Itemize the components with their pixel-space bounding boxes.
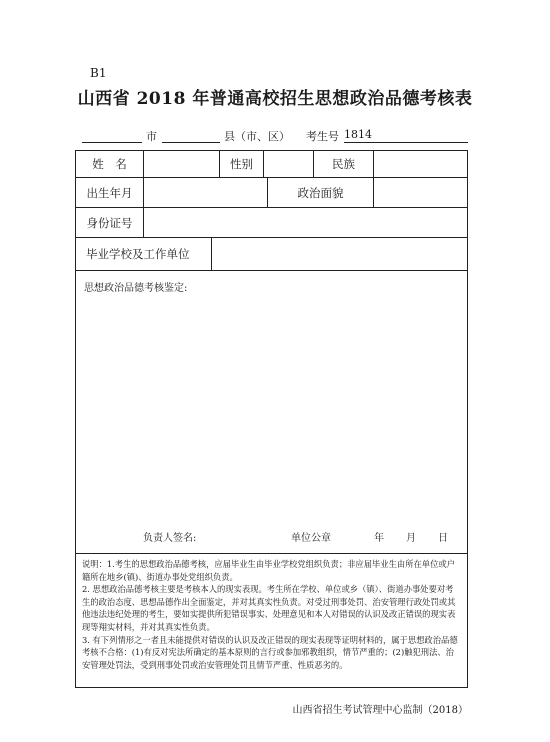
ethnicity-label: 民族 [314, 151, 374, 177]
school-label: 毕业学校及工作单位 [76, 238, 212, 270]
note-3: 3. 有下列情形之一者且未能提供对错误的认识及改正错误的现实表现等证明材料的，属于思想政治品德考核不合格：(1)有反对宪法所确定的基本原则的言行或参加邪教组织，情节严重的；(2)触犯刑法、治安管理处罚法，受到刑事处罚或治安管理处罚且情节严重、性质恶劣的。 [82, 634, 458, 670]
month-label: 月 [406, 533, 416, 544]
row-school [76, 238, 467, 271]
name-label: 姓 名 [76, 151, 144, 177]
city-label: 市 [146, 130, 157, 143]
gender-label: 性别 [220, 151, 264, 177]
exam-no-label: 考生号 [306, 130, 339, 143]
row-basic-info [76, 151, 467, 178]
notes-section [76, 553, 467, 675]
birth-field[interactable] [144, 178, 268, 207]
assessment-label: 思想政治品德考核鉴定: [84, 283, 188, 294]
city-blank[interactable] [82, 128, 142, 143]
county-blank[interactable] [162, 128, 220, 143]
political-field[interactable] [374, 178, 467, 207]
form-code: B1 [90, 66, 107, 80]
row-id [76, 208, 467, 238]
gender-field[interactable] [264, 151, 314, 177]
document-title: 山西省 2018 年普通高校招生思想政治品德考核表 [77, 89, 473, 109]
exam-no-value: 1814 [344, 128, 372, 141]
exam-no-field[interactable] [344, 128, 468, 143]
note-2: 2. 思想政治品德考核主要是考核本人的现实表现。考生所在学校、单位或乡（镇）、街道办事处要对考生的政治态度、思想品德作出全面鉴定，并对其真实性负责。对受过刑事处罚、治安管理行政处罚或其他违法违纪处理的考生，要如实提供所犯错误事实、处理意见和本人对错误的认识及改正错误的现实表现等翔实材料，并对其真实性负责。 [82, 584, 456, 632]
ethnicity-field[interactable] [374, 151, 467, 177]
assessment-form [75, 150, 468, 688]
signer-label: 负责人签名: [143, 533, 197, 544]
political-label: 政治面貌 [268, 178, 374, 207]
name-field[interactable] [144, 151, 220, 177]
row-birth-political [76, 178, 467, 208]
day-label: 日 [438, 533, 448, 544]
birth-label: 出生年月 [76, 178, 144, 207]
location-exam-line [82, 128, 472, 146]
id-field[interactable] [144, 208, 467, 237]
year-label: 年 [374, 533, 384, 544]
county-label: 县（市、区） [224, 130, 290, 143]
seal-label: 单位公章 [291, 533, 331, 544]
note-1: 说明：1.考生的思想政治品德考核，应届毕业生由毕业学校党组织负责；非应届毕业生由所在单位或户籍所在地乡(镇)、街道办事处党组织负责。 [82, 559, 455, 582]
school-field[interactable] [212, 238, 467, 270]
id-label: 身份证号 [76, 208, 144, 237]
footer-credit: 山西省招生考试管理中心监制（2018） [292, 705, 468, 716]
